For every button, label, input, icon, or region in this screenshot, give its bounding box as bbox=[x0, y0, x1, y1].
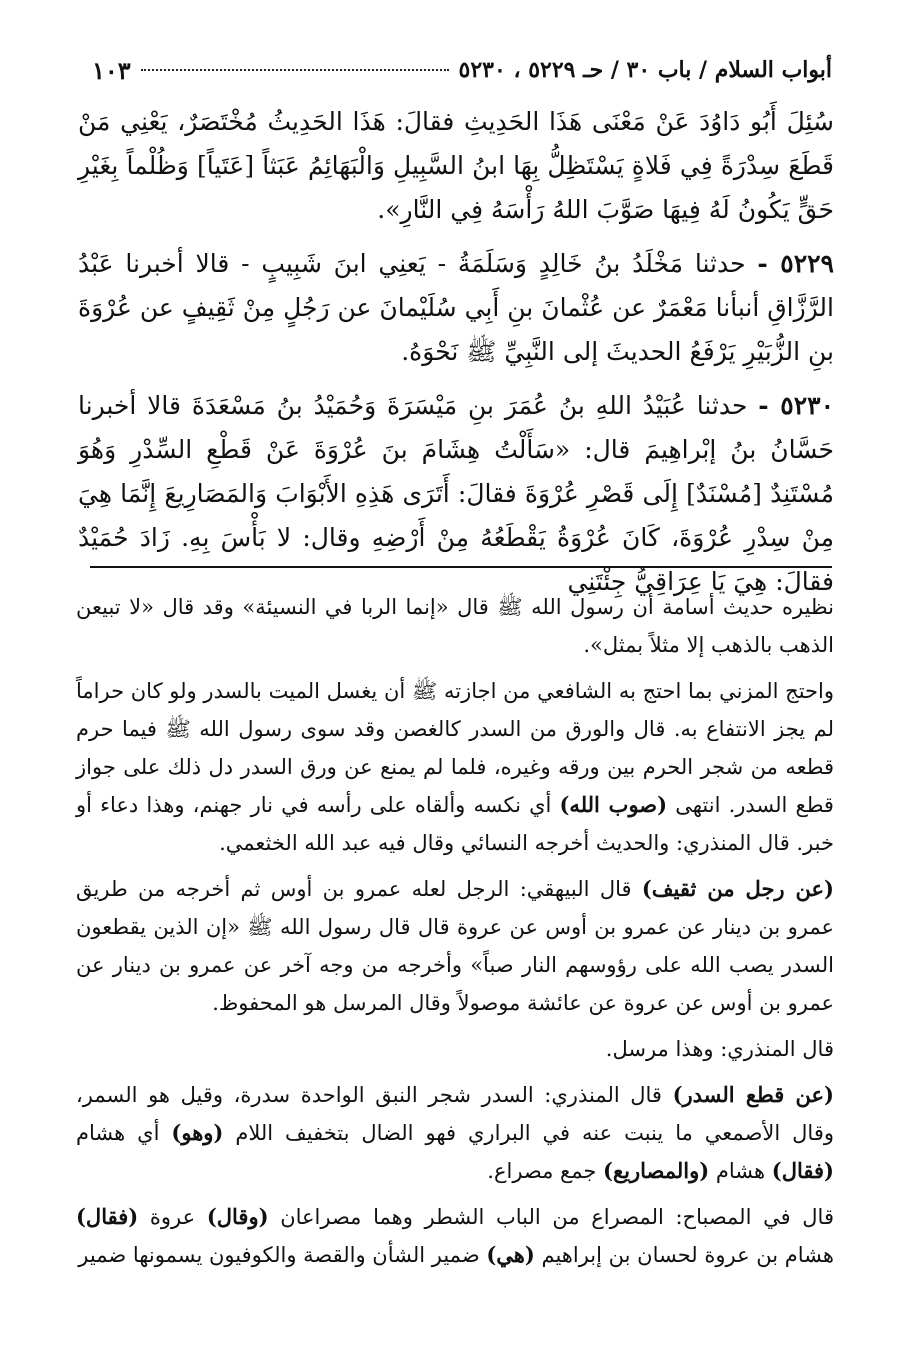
main-text bbox=[78, 100, 834, 614]
lemma: (فقال) bbox=[771, 1158, 834, 1183]
hadith-text: حدثنا عُبَيْدُ اللهِ بنُ عُمَرَ بنِ مَيْسَرَةَ وَحُمَيْدُ بنُ مَسْعَدَةَ قالا أخبرنا حَسَّانُ بنُ إبْراهِيمَ قال: «سَأَلْتُ هِشَامَ بنَ عُرْوَةَ عَنْ قَطْعِ السِّدْرِ وَهُوَ مُسْتَنِدٌ [مُسْنَدٌ] إِلَى قَصْرِ عُرْوَةَ فقالَ: أَتَرَى هَذِهِ الأَبْوَابَ وَالمَصَارِيعَ إِنَّمَا هِيَ مِنْ سِدْرِ عُرْوَةَ، كَانَ عُرْوَةُ يَقْطَعُهُ مِنْ أَرْضِهِ وقال: لا بَأْسَ بِهِ. زَادَ حُمَيْدٌ فقالَ: هِيَ يَا عِرَاقِيُّ جِئْتَنِي bbox=[78, 391, 834, 596]
running-head bbox=[92, 50, 832, 90]
lemma: (وهو) bbox=[171, 1120, 224, 1145]
lemma: (عن رجل من ثقيف) bbox=[641, 876, 834, 901]
commentary-paragraph-2: واحتج المزني بما احتج به الشافعي من اجازته ﷺ أن يغسل الميت بالسدر ولو كان حراماً لم يجز الانتفاع به. قال والورق من السدر كالغصن وقد سوى رسول الله ﷺ فيما حرم قطعه من شجر الحرم بين ورقه وغيره، فلما لم يمنع عن ورق السدر دل ذلك على جواز قطع السدر. انتهى (صوب الله) أي نكسه وألقاه على رأسه في نار جهنم، وهذا دعاء أو خبر. قال المنذري: والحديث أخرجه النسائي وقال فيه عبد الله الخثعمي. bbox=[76, 679, 834, 855]
main-paragraph-1: سُئِلَ أَبُو دَاوُدَ عَنْ مَعْنَى هَذَا الحَدِيثِ فقالَ: هَذَا الحَدِيثُ مُخْتَصَرٌ، يَعْنِي مَنْ قَطَعَ سِدْرَةً فِي فَلاةٍ يَسْتَظِلُّ بِهَا ابنُ السَّبِيلِ وَالْبَهَائِمُ عَبَثاً [عَتَياً] وَظُلْماً بِغَيْرِ حَقٍّ يَكُونُ لَهُ فِيهَا صَوَّبَ اللهُ رَأْسَهُ فِي النَّارِ». bbox=[78, 107, 834, 224]
hadith-text: حدثنا مَخْلَدُ بنُ خَالِدٍ وَسَلَمَةُ - يَعنِي ابنَ شَبِيبٍ - قالا أخبرنا عَبْدُ الرَّزَّاقِ أنبأنا مَعْمَرٌ عن عُثْمانَ بنِ أَبِي سُلَيْمانَ عن رَجُلٍ مِنْ ثَقِيفٍ عن عُرْوَةَ بنِ الزُّبَيْرِ يَرْفَعُ الحديثَ إلى النَّبِيِّ ﷺ نَحْوَهُ. bbox=[78, 249, 834, 366]
lemma: (فقال) bbox=[76, 1204, 139, 1229]
commentary-paragraph-6: قال في المصباح: المصراع من الباب الشطر وهما مصراعان (وقال) عروة (فقال) هشام بن عروة لحسان بن إبراهيم (هي) ضمير الشأن والقصة والكوفيون يسمونها ضمير bbox=[76, 1204, 834, 1267]
running-title: أبواب السلام / باب ٣٠ / حـ ٥٢٢٩ ، ٥٢٣٠ bbox=[458, 57, 832, 83]
lemma: (وقال) bbox=[206, 1204, 269, 1229]
lemma: (والمصاريع) bbox=[603, 1158, 710, 1183]
hadith-number: ٥٢٣٠ - bbox=[758, 391, 834, 420]
hadith-number: ٥٢٢٩ - bbox=[757, 249, 834, 278]
lemma: (صوب الله) bbox=[559, 792, 668, 817]
commentary-paragraph-3: (عن رجل من ثقيف) قال البيهقي: الرجل لعله عمرو بن أوس ثم أخرجه من طريق عمرو بن دينار عن عمرو بن أوس عن عروة قال قال رسول الله ﷺ «إن الذين يقطعون السدر يصب الله على رؤوسهم النار صباً» وأخرجه من وجه آخر عن عمرو بن دينار عن عمرو بن أوس عن عروة عن عائشة موصولاً وقال المرسل هو المحفوظ. bbox=[76, 876, 834, 1015]
hadith-5230 bbox=[78, 384, 834, 604]
footnote-divider bbox=[90, 566, 832, 568]
commentary-paragraph-1: نظيره حديث أسامة أن رسول الله ﷺ قال «إنما الربا في النسيئة» وقد قال «لا تبيعن الذهب بالذهب إلا مثلاً بمثل». bbox=[76, 595, 834, 657]
lemma: (عن قطع السدر) bbox=[672, 1082, 834, 1107]
commentary-paragraph-4: قال المنذري: وهذا مرسل. bbox=[605, 1037, 834, 1061]
leader-dots bbox=[141, 69, 449, 71]
commentary-paragraph-5: (عن قطع السدر) قال المنذري: السدر شجر النبق الواحدة سدرة، وقيل هو السمر، وقال الأصمعي ما ينبت عنه في البراري فهو الضال بتخفيف اللام (وهو) أي هشام (فقال) هشام (والمصاريع) جمع مصراع. bbox=[76, 1082, 834, 1183]
commentary bbox=[76, 588, 834, 1282]
lemma: (هي) bbox=[486, 1242, 535, 1267]
hadith-5229 bbox=[78, 242, 834, 374]
page-number: ١٠٣ bbox=[92, 55, 131, 85]
